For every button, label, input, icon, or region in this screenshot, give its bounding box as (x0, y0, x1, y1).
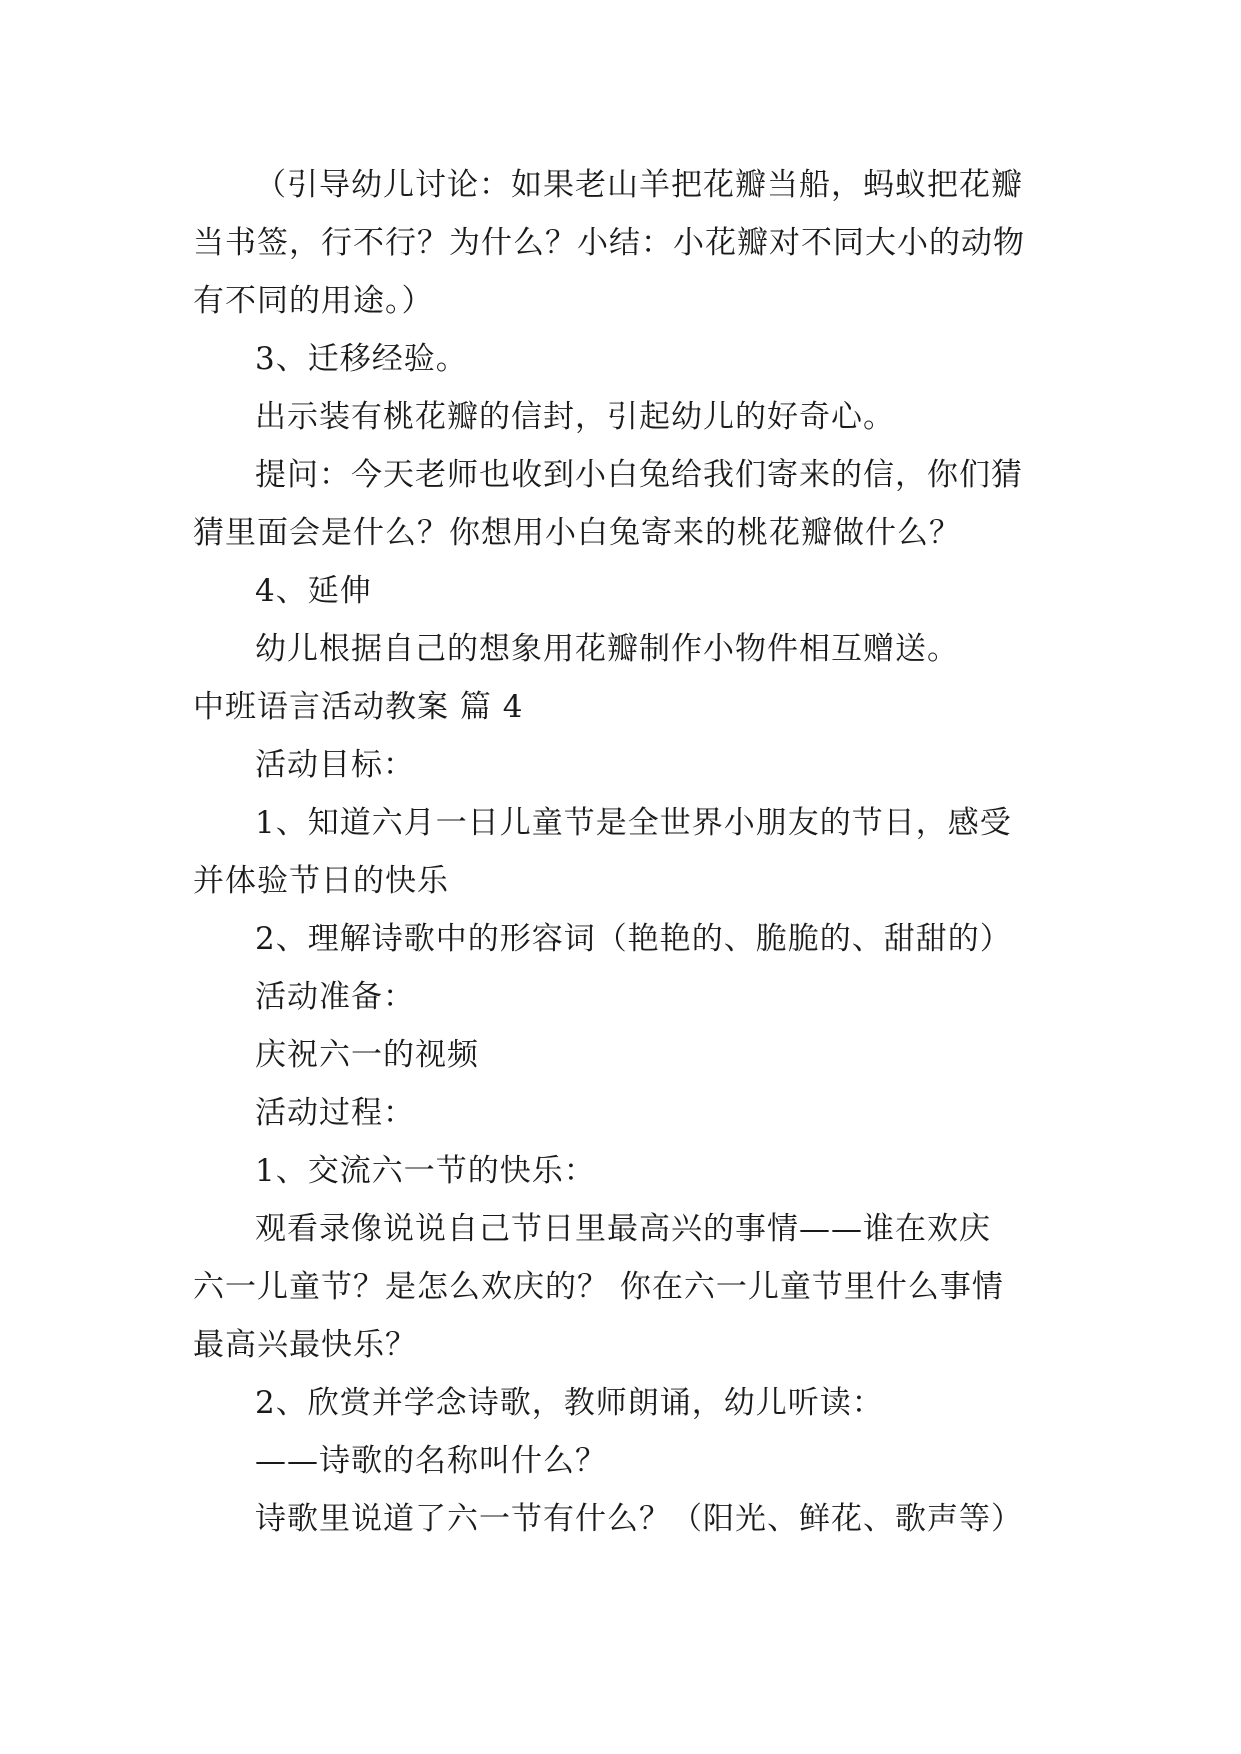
paragraph-line: 并体验节日的快乐 (193, 863, 449, 899)
subsection-label: 活动目标： (255, 747, 415, 783)
subsection-label: 活动过程： (255, 1095, 415, 1131)
paragraph-line: 有不同的用途。） (193, 283, 434, 319)
paragraph-line: ——诗歌的名称叫什么？ (255, 1443, 607, 1479)
paragraph-line: 1、知道六月一日儿童节是全世界小朋友的节日，感受 (255, 805, 1012, 841)
paragraph-line: 2、理解诗歌中的形容词（艳艳的、脆脆的、甜甜的） (255, 921, 1012, 957)
section-step: 4、延伸 (255, 573, 372, 609)
paragraph-line: 观看录像说说自己节日里最高兴的事情——谁在欢庆 (255, 1211, 991, 1247)
subsection-label: 活动准备： (255, 979, 415, 1015)
section-step: 2、欣赏并学念诗歌，教师朗诵，幼儿听读： (255, 1385, 884, 1421)
paragraph-line: 幼儿根据自己的想象用花瓣制作小物件相互赠送。 (255, 631, 959, 667)
paragraph-line: 最高兴最快乐？ (193, 1327, 417, 1363)
paragraph-line: 出示装有桃花瓣的信封，引起幼儿的好奇心。 (255, 399, 895, 435)
paragraph-line: 庆祝六一的视频 (255, 1037, 479, 1073)
paragraph-line: 六一儿童节？是怎么欢庆的？ 你在六一儿童节里什么事情 (193, 1269, 1004, 1305)
document-body (193, 156, 1053, 1548)
paragraph-line: 猜里面会是什么？你想用小白兔寄来的桃花瓣做什么？ (193, 515, 961, 551)
section-step: 1、交流六一节的快乐： (255, 1153, 596, 1189)
section-step: 3、迁移经验。 (255, 341, 468, 377)
paragraph-line: （引导幼儿讨论：如果老山羊把花瓣当船，蚂蚁把花瓣 (255, 167, 1023, 203)
paragraph-line: 诗歌里说道了六一节有什么？（阳光、鲜花、歌声等） (255, 1501, 1023, 1537)
paragraph-line: 当书签，行不行？为什么？小结：小花瓣对不同大小的动物 (193, 225, 1025, 261)
section-heading: 中班语言活动教案 篇 4 (193, 689, 524, 725)
paragraph-line: 提问：今天老师也收到小白兔给我们寄来的信，你们猜 (255, 457, 1023, 493)
